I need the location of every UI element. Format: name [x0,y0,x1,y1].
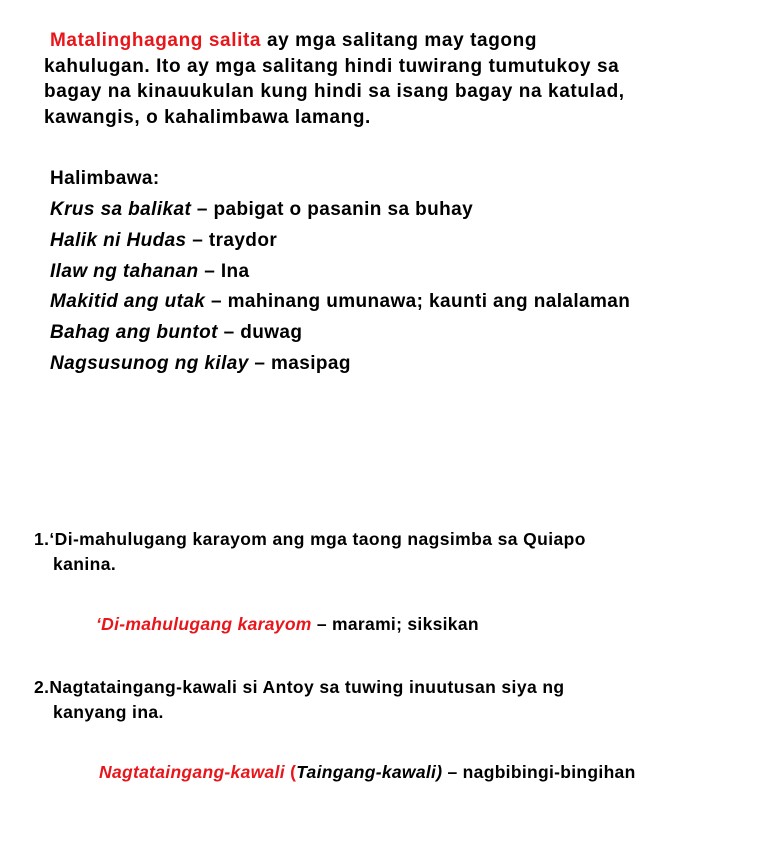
sentence-2-line-1: 2.Nagtataingang-kawali si Antoy sa tuwing inuutusan siya ng [34,677,565,697]
example-meaning: – traydor [186,229,278,251]
sentence-2-line-2: kanyang ina. [53,702,164,722]
sentence-1-line-1: 1.‘Di-mahulugang karayom ang mga taong nagsimba sa Quiapo [34,529,586,549]
example-item [50,229,630,260]
intro-line-1-rest: ay mga salitang may tagong [261,30,538,51]
example-term: Krus sa balikat [50,199,192,220]
example-meaning: – masipag [248,352,351,374]
example-item [50,352,630,383]
example-meaning: – pabigat o pasanin sa buhay [191,199,474,220]
sentence-2-explanation [99,762,636,783]
example-item [50,260,630,291]
sentence-2-root-open: ( [284,762,297,782]
intro-paragraph [44,28,744,130]
example-term: Ilaw ng tahanan [50,260,199,282]
sentence-1-idiom: ‘Di-mahulugang karayom [96,614,312,634]
example-meaning: – duwag [217,322,303,344]
sentence-1-meaning: – marami; siksikan [311,614,479,634]
examples-heading: Halimbawa: [50,168,160,189]
example-term: Halik ni Hudas [50,229,187,251]
example-term: Makitid ang utak [50,291,206,313]
example-meaning: – Ina [198,260,250,282]
sentence-2 [34,675,734,725]
example-term: Bahag ang buntot [50,322,218,344]
example-term: Nagsusunog ng kilay [50,352,249,374]
example-item [50,290,630,321]
example-item [50,321,630,352]
intro-line-3: bagay na kinauukulan kung hindi sa isang bagay na katulad, [44,81,625,102]
intro-line-4: kawangis, o kahalimbawa lamang. [44,106,371,128]
sentence-2-meaning: – nagbibingi-bingihan [442,762,636,782]
sentence-2-root: Taingang-kawali) [296,762,443,782]
sentence-2-idiom: Nagtataingang-kawali [99,762,285,782]
intro-line-1 [44,28,744,54]
sentence-1-line-2: kanina. [53,554,117,574]
example-item [50,198,630,229]
sentence-1 [34,527,734,577]
sentence-1-explanation [96,614,479,635]
examples-list [50,198,630,383]
example-meaning: – mahinang umunawa; kaunti ang nalalaman [205,291,631,313]
intro-line-2: kahulugan. Ito ay mga salitang hindi tuwirang tumutukoy sa [44,55,620,77]
intro-term: Matalinghagang salita [50,30,262,51]
